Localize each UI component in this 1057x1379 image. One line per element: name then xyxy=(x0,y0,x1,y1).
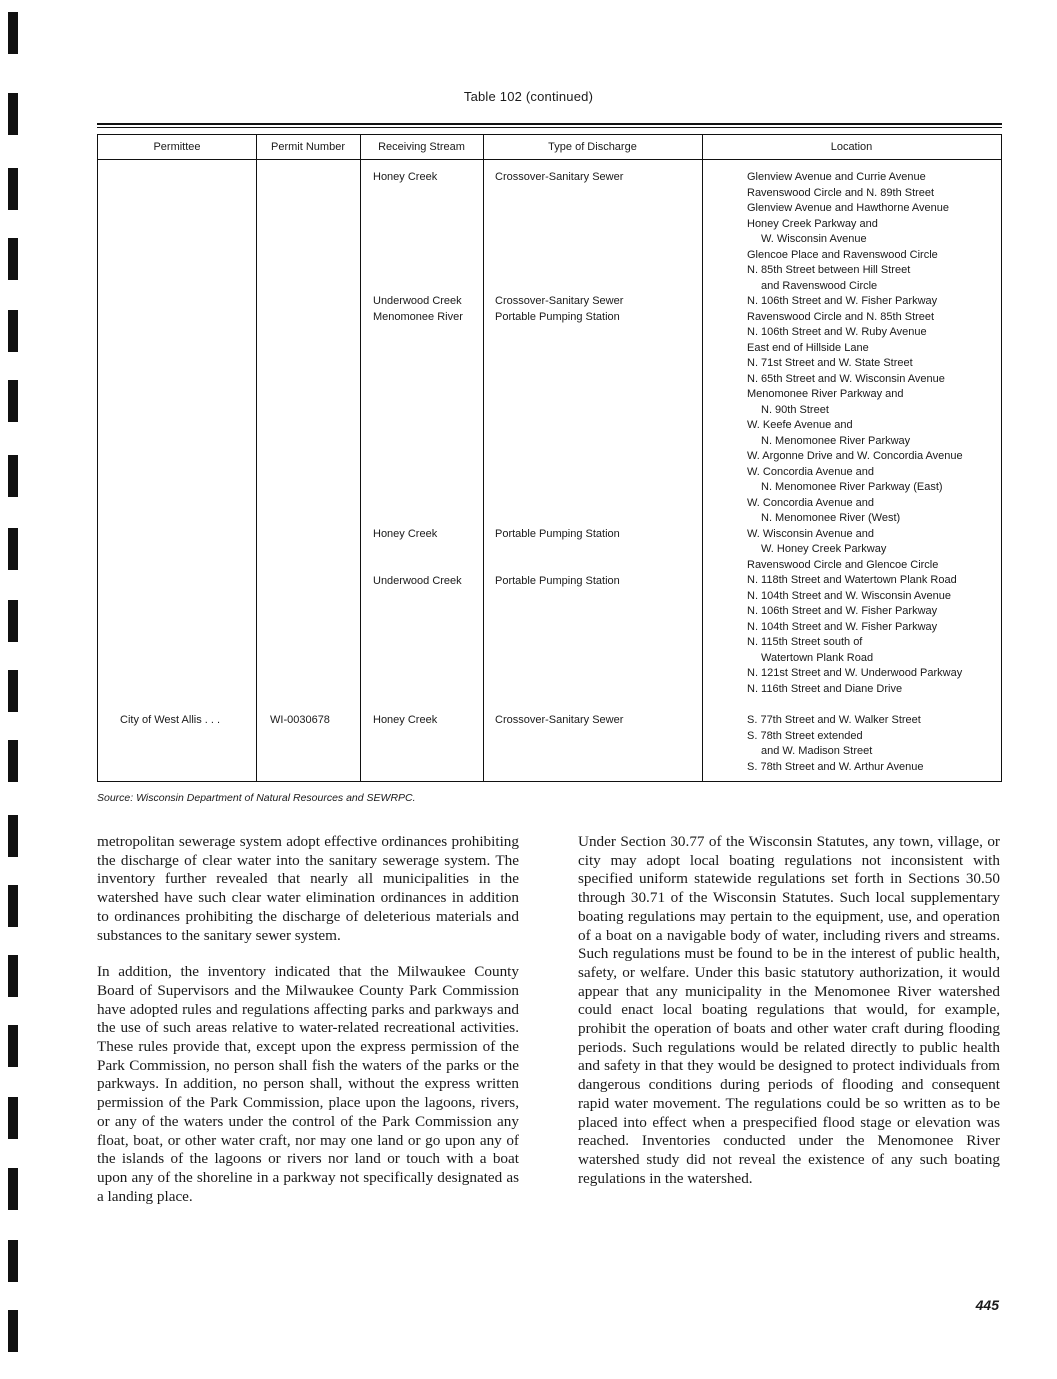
location-line: N. 65th Street and W. Wisconsin Avenue xyxy=(747,372,945,385)
location-line: N. 116th Street and Diane Drive xyxy=(747,682,903,695)
location-line: N. Menomonee River (West) xyxy=(761,512,901,524)
location-list-west-allis xyxy=(747,713,924,775)
stream-cell: Underwood Creek xyxy=(373,295,462,307)
margin-mark xyxy=(8,1025,18,1067)
scan-margin-marks xyxy=(8,0,20,1379)
column-divider xyxy=(256,135,257,781)
location-line: N. 106th Street and W. Fisher Parkway xyxy=(747,295,938,307)
margin-mark xyxy=(8,455,18,497)
discharge-cell: Crossover-Sanitary Sewer xyxy=(495,714,624,726)
margin-mark xyxy=(8,670,18,712)
permit-number-cell: WI-0030678 xyxy=(270,714,330,726)
table-rule-thin xyxy=(97,127,1002,128)
margin-mark xyxy=(8,12,18,54)
location-line: Glenview Avenue and Currie Avenue xyxy=(747,171,926,183)
margin-mark xyxy=(8,1168,18,1210)
location-line: N. 106th Street and W. Ruby Avenue xyxy=(747,326,927,338)
location-line: W. Argonne Drive and W. Concordia Avenue xyxy=(747,450,963,462)
location-line: Watertown Plank Road xyxy=(761,651,874,664)
header-permittee: Permittee xyxy=(153,141,201,153)
location-line: Glencoe Place and Ravenswood Circle xyxy=(747,248,938,261)
margin-mark xyxy=(8,310,18,352)
body-paragraph: In addition, the inventory indicated that the Milwaukee County Board of Supervisors and the Milwaukee County Park Commission have adopted rules and regulations affecting parks and parkways and the use of such areas relative to water-related recreational activities. These rules provide that, except upon the express permission of the Park Commission, no person shall fish the waters of the parks or the parkways. In addition, no person shall, without the express written permission of the Park Commission, place upon the lagoons, rivers, or any of the waters under the control of the Park Commission any float, boat, or other water craft, nor may one land or go upon any of the islands of the lagoons or rivers nor land or touch with a boat upon any of the shoreline in a parkway not specifically designated as a landing place. xyxy=(97,963,519,1205)
location-line: S. 78th Street extended xyxy=(747,729,863,742)
permittee-cell: City of West Allis . . . xyxy=(120,714,221,726)
table-rule-thick xyxy=(97,123,1002,125)
location-line: N. 104th Street and W. Fisher Parkway xyxy=(747,620,938,633)
margin-mark xyxy=(8,885,18,927)
margin-mark xyxy=(8,1240,18,1282)
location-line: W. Concordia Avenue and xyxy=(747,496,874,509)
location-line: and Ravenswood Circle xyxy=(761,279,878,292)
header-divider xyxy=(98,159,1001,160)
location-line: W. Wisconsin Avenue xyxy=(761,233,867,245)
margin-mark xyxy=(8,380,18,422)
stream-cell: Honey Creek xyxy=(373,171,438,183)
location-line: N. 85th Street between Hill Street xyxy=(747,264,911,276)
header-type-of-discharge: Type of Discharge xyxy=(548,141,637,153)
location-line: Glenview Avenue and Hawthorne Avenue xyxy=(747,202,950,214)
location-list xyxy=(747,170,963,697)
margin-mark xyxy=(8,955,18,997)
location-line: W. Honey Creek Parkway xyxy=(761,543,887,555)
location-line: W. Concordia Avenue and xyxy=(747,465,874,478)
location-line: W. Keefe Avenue and xyxy=(747,419,853,431)
body-column-right xyxy=(578,833,1000,1206)
stream-cell: Underwood Creek xyxy=(373,574,462,587)
location-line: Ravenswood Circle and Glencoe Circle xyxy=(747,558,939,571)
body-column-left xyxy=(97,833,519,1224)
location-line: N. 106th Street and W. Fisher Parkway xyxy=(747,605,938,617)
location-line: Honey Creek Parkway and xyxy=(747,217,878,230)
location-line: Ravenswood Circle and N. 89th Street xyxy=(747,186,935,199)
discharge-cell: Portable Pumping Station xyxy=(495,528,620,540)
margin-mark xyxy=(8,815,18,857)
stream-cell: Honey Creek xyxy=(373,714,438,726)
location-line: N. Menomonee River Parkway xyxy=(761,434,911,447)
header-permit-number: Permit Number xyxy=(271,141,345,153)
header-receiving-stream: Receiving Stream xyxy=(378,141,465,153)
column-divider xyxy=(702,135,703,781)
location-line: and W. Madison Street xyxy=(761,745,873,757)
location-line: S. 77th Street and W. Walker Street xyxy=(747,714,921,726)
margin-mark xyxy=(8,1310,18,1352)
margin-mark xyxy=(8,600,18,642)
margin-mark xyxy=(8,168,18,210)
discharge-cell: Portable Pumping Station xyxy=(495,310,620,323)
body-paragraph: Under Section 30.77 of the Wisconsin Statutes, any town, village, or city may adopt local boating regulations not inconsistent with specified uniform statewide regulations set forth in Sections 30.50 through 30.71 of the Wisconsin Statutes. Such local supplementary boating regulations may pertain to the equipment, use, and operation of a boat on a navigable body of water, including rivers and streams. Such regulations must be found to be in the interest of public health, safety, or welfare. Under this basic statutory authorization, it would appear that any municipality in the Menomonee River watershed could enact local boating regulations that would, for example, prohibit the operation of boats and other water craft during flooding periods. Such regulations would be related directly to public health and safety in that they would be designed to protect individuals from dangerous conditions during periods of flooding and consequent rapid water movement. The regulations could be so written as to be placed into effect when a prespecified flood stage or elevation was reached. Inventories conducted under the Menomonee River watershed study did not reveal the existence of any such boating regulations in the watershed. xyxy=(578,833,1000,1187)
table-title: Table 102 (continued) xyxy=(463,89,594,104)
column-divider xyxy=(360,135,361,781)
location-line: W. Wisconsin Avenue and xyxy=(747,527,874,540)
location-line: N. 121st Street and W. Underwood Parkway xyxy=(747,667,963,679)
location-line: Menomonee River Parkway and xyxy=(747,388,904,400)
location-line: N. 115th Street south of xyxy=(747,636,863,648)
body-paragraph: metropolitan sewerage system adopt effective ordinances prohibiting the discharge of clear water into the sanitary sewerage system. The inventory further revealed that nearly all municipalities in the watershed have such clear water elimination ordinances in addition to ordinances prohibiting the discharge of deleterious materials and substances to the sanitary sewer system. xyxy=(97,833,519,944)
margin-mark xyxy=(8,740,18,782)
margin-mark xyxy=(8,528,18,570)
page-number: 445 xyxy=(975,1297,999,1313)
permit-table xyxy=(97,134,1002,782)
location-line: Ravenswood Circle and N. 85th Street xyxy=(747,310,935,323)
discharge-cell: Crossover-Sanitary Sewer xyxy=(495,295,624,307)
location-line: N. 118th Street and Watertown Plank Road xyxy=(747,574,957,586)
margin-mark xyxy=(8,1097,18,1139)
location-line: N. 104th Street and W. Wisconsin Avenue xyxy=(747,589,952,602)
location-line: N. Menomonee River Parkway (East) xyxy=(761,481,943,493)
stream-cell: Honey Creek xyxy=(373,528,438,540)
margin-mark xyxy=(8,238,18,280)
header-location: Location xyxy=(830,141,873,153)
location-line: N. 90th Street xyxy=(761,403,829,416)
column-divider xyxy=(483,135,484,781)
location-line: S. 78th Street and W. Arthur Avenue xyxy=(747,760,924,773)
location-line: N. 71st Street and W. State Street xyxy=(747,357,913,369)
table-source-note: Source: Wisconsin Department of Natural Resources and SEWRPC. xyxy=(97,792,416,804)
location-line: East end of Hillside Lane xyxy=(747,341,869,354)
discharge-cell: Crossover-Sanitary Sewer xyxy=(495,171,624,183)
discharge-cell: Portable Pumping Station xyxy=(495,574,620,587)
stream-cell: Menomonee River xyxy=(373,310,463,323)
